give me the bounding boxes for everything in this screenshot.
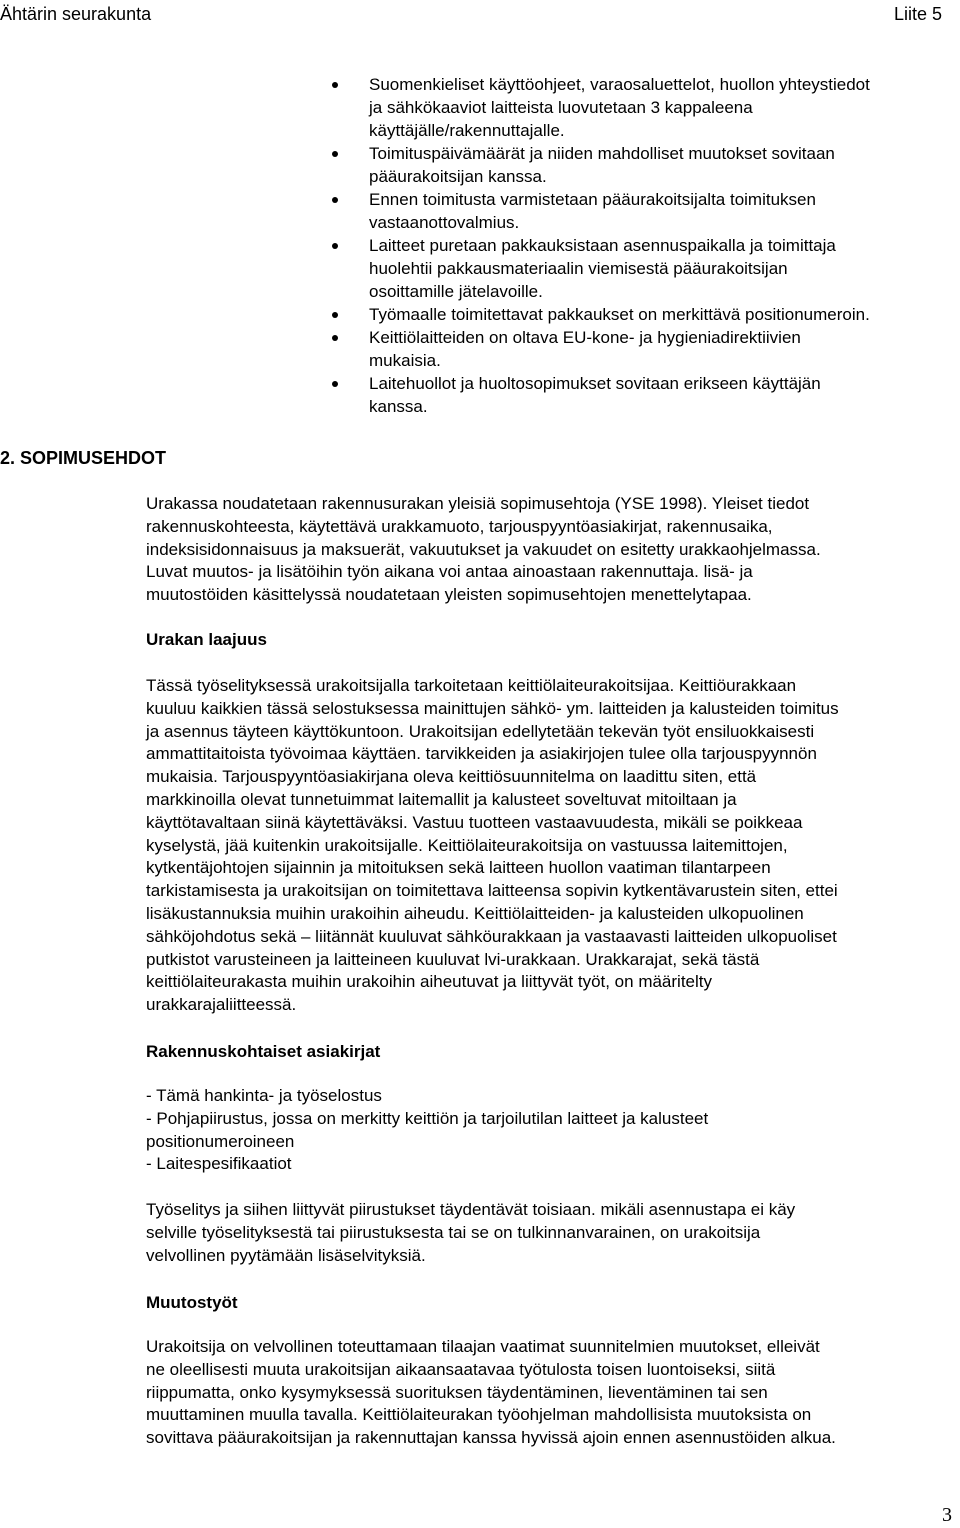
bullet-line: Keittiölaitteiden on oltava EU-kone- ja hygieniadirektiivien — [369, 328, 801, 347]
text-line: mukaisia. Tarjouspyyntöasiakirjana oleva keittiösuunnitelma on laadittu siten, että — [146, 767, 757, 787]
bullet-line: Laitehuollot ja huoltosopimukset sovitaan erikseen käyttäjän — [369, 374, 821, 393]
bullet-line: osoittamille jätelavoille. — [369, 282, 543, 301]
text-line: muutostöiden käsittelyssä noudatetaan yleisten sopimusehtojen menettelytapaa. — [146, 585, 752, 605]
text-line: velvollinen pyytämään lisäselvityksiä. — [146, 1245, 426, 1265]
bullet-line: Suomenkieliset käyttöohjeet, varaosaluettelot, huollon yhteystiedot — [369, 75, 870, 94]
documents-note-paragraph — [146, 1199, 956, 1267]
text-line: urakkarajaliitteessä. — [146, 995, 297, 1015]
text-line: - Laitespesifikaatiot — [146, 1154, 292, 1174]
text-line: Luvat muutos- ja lisätöihin työn aikana voi antaa ainoastaan rakennuttaja. lisä- ja — [146, 562, 753, 582]
text-line: - Pohjapiirustus, jossa on merkitty keittiön ja tarjoilutilan laitteet ja kalusteet — [146, 1108, 709, 1128]
bullet-line: pääurakoitsijan kanssa. — [369, 167, 547, 186]
bullet-item — [326, 303, 946, 326]
text-line: rakennuskohteesta, käytettävä urakkamuoto, tarjouspyyntöasiakirjat, rakennusaika, — [146, 516, 773, 536]
changes-paragraph — [146, 1336, 956, 1450]
text-line: selville työselityksestä tai piirustuksesta tai se on tulkinnanvarainen, on urakoitsija — [146, 1222, 761, 1242]
text-line: kyselystä, jää kuitenkin urakoitsijalle. Keittiölaiteurakoitsija on vastuussa laitemittojen, — [146, 835, 788, 855]
documents-heading: Rakennuskohtaiset asiakirjat — [146, 1042, 381, 1061]
section-heading-sopimusehdot: 2. SOPIMUSEHDOT — [0, 448, 167, 468]
text-line: keittiölaiteurakasta muihin urakoihin aiheutuvat ja liittyvät työt, on määritelty — [146, 972, 713, 992]
bullet-line: vastaanottovalmius. — [369, 213, 520, 232]
bullet-item — [326, 188, 946, 234]
text-line: Urakoitsija on velvollinen toteuttamaan tilaajan vaatimat suunnitelmien muutokset, elleivät — [146, 1337, 820, 1356]
text-line: ja asennus täyteen käyttökuntoon. Urakoitsijan edellytetään tekevän työt ensiluokkaisesti — [146, 721, 815, 741]
text-line: lisäkustannuksia muihin urakoihin aiheudu. Keittiölaitteiden- ja kalusteiden ulkopuolinen — [146, 903, 804, 923]
text-line: ammattitaitoista työvoimaa käyttäen. tarvikkeiden ja asiakirjojen tulee olla tarjouspyynnön — [146, 744, 817, 764]
bullet-item — [326, 234, 946, 303]
bullet-item — [326, 372, 946, 418]
bullet-item — [326, 73, 946, 142]
attachment-label: Liite 5 — [893, 4, 942, 24]
text-line: käyttötavaltaan siinä käytettäväksi. Vastuu tuotteen vastaavuudesta, mikäli se poikkeaa — [146, 812, 803, 832]
text-line: markkinoilla olevat tunnetuimmat laitemallit ja kalusteet soveltuvat mitoiltaan ja — [146, 789, 737, 809]
bullet-line: Toimituspäivämäärät ja niiden mahdolliset muutokset sovitaan — [369, 144, 835, 163]
page-number: 3 — [942, 1504, 952, 1526]
bullet-line: kanssa. — [369, 397, 428, 416]
document-header-title: Ähtärin seurakunta — [0, 4, 152, 24]
delivery-terms-list — [326, 73, 946, 418]
bullet-line: Työmaalle toimitettavat pakkaukset on merkittävä positionumeroin. — [369, 305, 870, 324]
bullet-item — [326, 142, 946, 188]
scope-paragraph — [146, 675, 956, 1017]
documents-list — [146, 1085, 956, 1176]
text-line: - Tämä hankinta- ja työselostus — [146, 1086, 382, 1105]
text-line: kuuluu kaikkien tässä selostuksessa mainittujen sähkö- ym. laitteiden ja kalusteiden toimitus — [146, 698, 839, 718]
text-line: sähköjohdotus sekä – liitännät kuuluvat sähköurakkaan ja vastaavasti laitteiden ulkopuoliset — [146, 926, 837, 946]
bullet-line: käyttäjälle/rakennuttajalle. — [369, 121, 565, 140]
text-line: kytkentäjohtojen sijainnin ja mitoituksen sekä laitteen huollon vaatiman tilantarpeen — [146, 858, 771, 878]
text-line: putkistot varusteineen ja laitteineen kuuluvat lvi-urakkaan. Urakkarajat, sekä tästä — [146, 949, 760, 969]
bullet-line: mukaisia. — [369, 351, 441, 370]
bullet-line: Laitteet puretaan pakkauksistaan asennuspaikalla ja toimittaja — [369, 236, 836, 255]
bullet-item — [326, 326, 946, 372]
text-line: positionumeroineen — [146, 1131, 295, 1151]
text-line: tarkistamisesta ja urakoitsijan on toimitettava laitteensa sopivin kytkentävarustein siten, ettei — [146, 881, 838, 901]
scope-heading: Urakan laajuus — [146, 630, 267, 649]
contract-terms-paragraph — [146, 493, 956, 607]
text-line: ne oleellisesti muuta urakoitsijan aikaansaatavaa työtulosta toisen luontoiseksi, siitä — [146, 1359, 776, 1379]
text-line: Urakassa noudatetaan rakennusurakan yleisiä sopimusehtoja (YSE 1998). Yleiset tiedot — [146, 494, 810, 513]
text-line: Työselitys ja siihen liittyvät piirustukset täydentävät toisiaan. mikäli asennustapa ei käy — [146, 1200, 796, 1219]
text-line: muuttaminen muulla tavalla. Keittiölaiteurakan työohjelman mahdollisista muutoksista on — [146, 1405, 812, 1425]
bullet-line: Ennen toimitusta varmistetaan pääurakoitsijalta toimituksen — [369, 190, 816, 209]
text-line: riippumatta, onko kysymyksessä suorituksen täydentäminen, lieventäminen tai sen — [146, 1382, 768, 1402]
text-line: sovittava pääurakoitsijan ja rakennuttajan kanssa hyvissä ajoin ennen asennustöiden alkua. — [146, 1428, 836, 1448]
text-line: indeksisidonnaisuus ja maksuerät, vakuutukset ja vakuudet on esitetty urakkaohjelmassa. — [146, 539, 821, 559]
text-line: Tässä työselityksessä urakoitsijalla tarkoitetaan keittiölaiteurakoitsijaa. Keittiöurakkaan — [146, 676, 797, 695]
bullet-line: huolehtii pakkausmateriaalin viemisestä pääurakoitsijan — [369, 259, 788, 278]
changes-heading: Muutostyöt — [146, 1293, 238, 1312]
bullet-line: ja sähkökaaviot laitteista luovutetaan 3 kappaleena — [369, 98, 753, 117]
